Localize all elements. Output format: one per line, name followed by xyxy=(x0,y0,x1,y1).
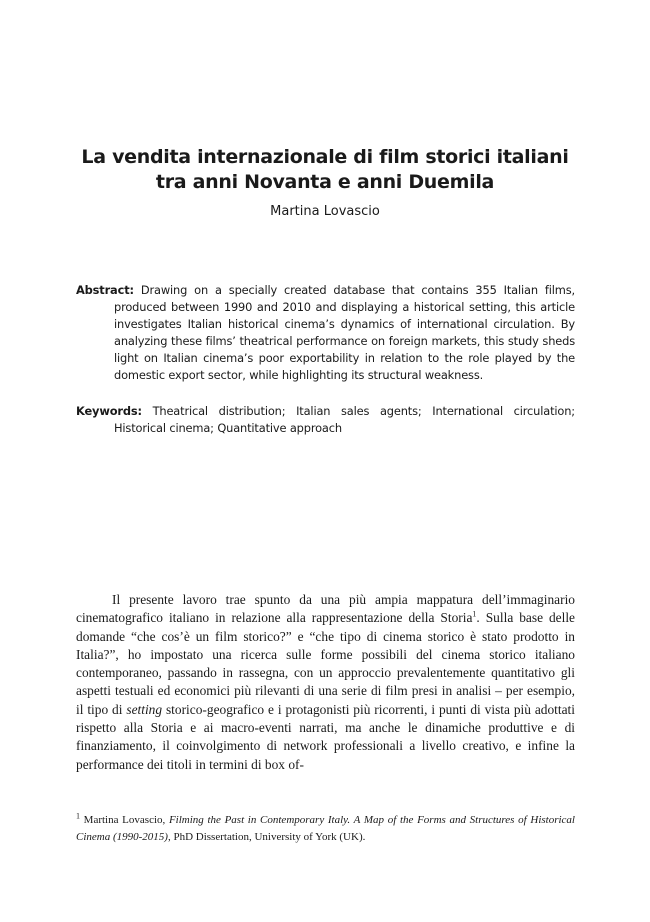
abstract-text: Drawing on a specially created database that contains 355 Italian films, produced between 1990 and 2010 and displaying a historical setting, this article investigates Italian historical cinema’s dynamics of international circulation. By analyzing these films’ theatrical performance on foreign markets, this study sheds light on Italian cinema’s poor exportability in relation to the role played by the domestic export sector, while highlighting its structural weakness. xyxy=(114,283,575,382)
footnote-rest: , PhD Dissertation, University of York (UK). xyxy=(167,831,366,843)
abstract-section xyxy=(76,282,575,384)
setting-term: setting xyxy=(126,701,163,717)
body-text xyxy=(76,591,575,774)
footnote-author: Martina Lovascio, xyxy=(80,814,169,826)
body-part-2: . Sulla base delle domande “che cos’è un film storico?” e “che tipo di cinema storico è stato prodotto in Italia?”, ho impostato una ricerca sulle forme possibili del cinema storico italiano contemporaneo, passando in rassegna, con un approccio prevalentemente quantitativo gli aspetti testuali ed economici più rilevanti di una serie di film presi in analisi – per esempio, il tipo di xyxy=(76,610,576,717)
author-name: Martina Lovascio xyxy=(270,204,380,219)
article-title xyxy=(60,145,590,195)
keywords-paragraph xyxy=(76,403,575,437)
footnote xyxy=(76,812,575,846)
title-line-2: tra anni Novanta e anni Duemila xyxy=(155,171,495,193)
abstract-paragraph xyxy=(76,282,575,384)
keywords-text: Theatrical distribution; Italian sales agents; International circulation; Historical cinema; Quantitative approach xyxy=(114,404,575,435)
keywords-section xyxy=(76,403,575,437)
keywords-label: Keywords: xyxy=(76,404,142,418)
footnote-reference[interactable]: 1 xyxy=(472,609,477,619)
footnote-title: Filming the Past in Contemporary Italy. A Map of the Forms and Structures of Historical Cinema (1990-2015) xyxy=(76,814,575,843)
body-part-1: Il presente lavoro trae spunto da una più ampia mappatura dell’immaginario cinematografico italiano in relazione alla rappresentazione della Storia xyxy=(76,592,575,626)
abstract-label: Abstract: xyxy=(76,283,134,297)
body-part-3: storico-geografico e i protagonisti più ricorrenti, i punti di vista più adottati rispetto alla Storia e ai macro-eventi narrati, ma anche le dinamiche produttive e di finanziamento, il coinvolgimento di network professionali a livello creativo, e infine la performance dei titoli in termini di box of- xyxy=(76,701,576,772)
footnote-number: 1 xyxy=(76,811,80,821)
title-line-1: La vendita internazionale di film storici italiani xyxy=(81,146,569,168)
body-paragraph xyxy=(76,591,575,774)
